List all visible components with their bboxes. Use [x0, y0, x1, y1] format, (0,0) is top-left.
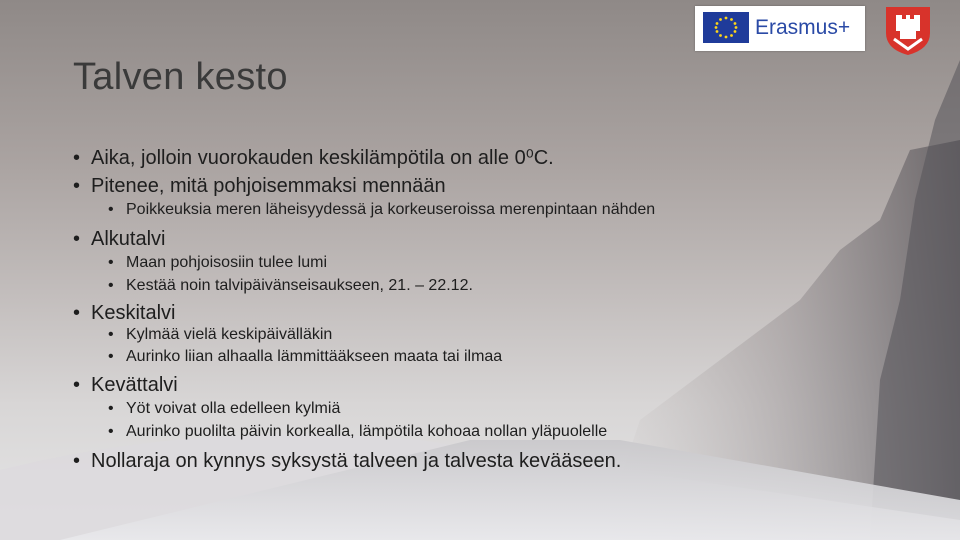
- sub-bullet-item: • Aurinko puolilta päivin korkealla, lämpötila kohoaa nollan yläpuolelle: [108, 423, 608, 440]
- bullet-item: • Pitenee, mitä pohjoisemmaksi mennään: [73, 175, 446, 197]
- slide-title: Talven kesto: [73, 56, 288, 98]
- sub-bullet-item: • Kestää noin talvipäivänseisaukseen, 21. – 22.12.: [108, 277, 473, 294]
- sub-bullet-item: • Poikkeuksia meren läheisyydessä ja korkeuseroissa merenpintaan nähden: [108, 201, 656, 218]
- sub-bullet-item: • Kylmää vielä keskipäivälläkin: [108, 326, 333, 343]
- bullet-item: • Alkutalvi: [73, 228, 166, 250]
- erasmus-plus-logo: [695, 6, 865, 51]
- bullet-item: • Kevättalvi: [73, 374, 178, 396]
- bullet-item: • Nollaraja on kynnys syksystä talveen ja talvesta kevääseen.: [73, 450, 622, 472]
- sub-bullet-item: • Maan pohjoisosiin tulee lumi: [108, 254, 327, 271]
- bullet-item: • Aika, jolloin vuorokauden keskilämpötila on alle 0⁰C.: [73, 147, 554, 169]
- bullet-item: • Keskitalvi: [73, 302, 176, 324]
- eu-flag-icon: [703, 12, 749, 43]
- erasmus-logo-text: Erasmus+: [755, 16, 851, 39]
- municipal-crest-icon: [884, 5, 932, 57]
- sub-bullet-item: • Aurinko liian alhaalla lämmittääkseen maata tai ilmaa: [108, 348, 503, 365]
- sub-bullet-item: • Yöt voivat olla edelleen kylmiä: [108, 400, 341, 417]
